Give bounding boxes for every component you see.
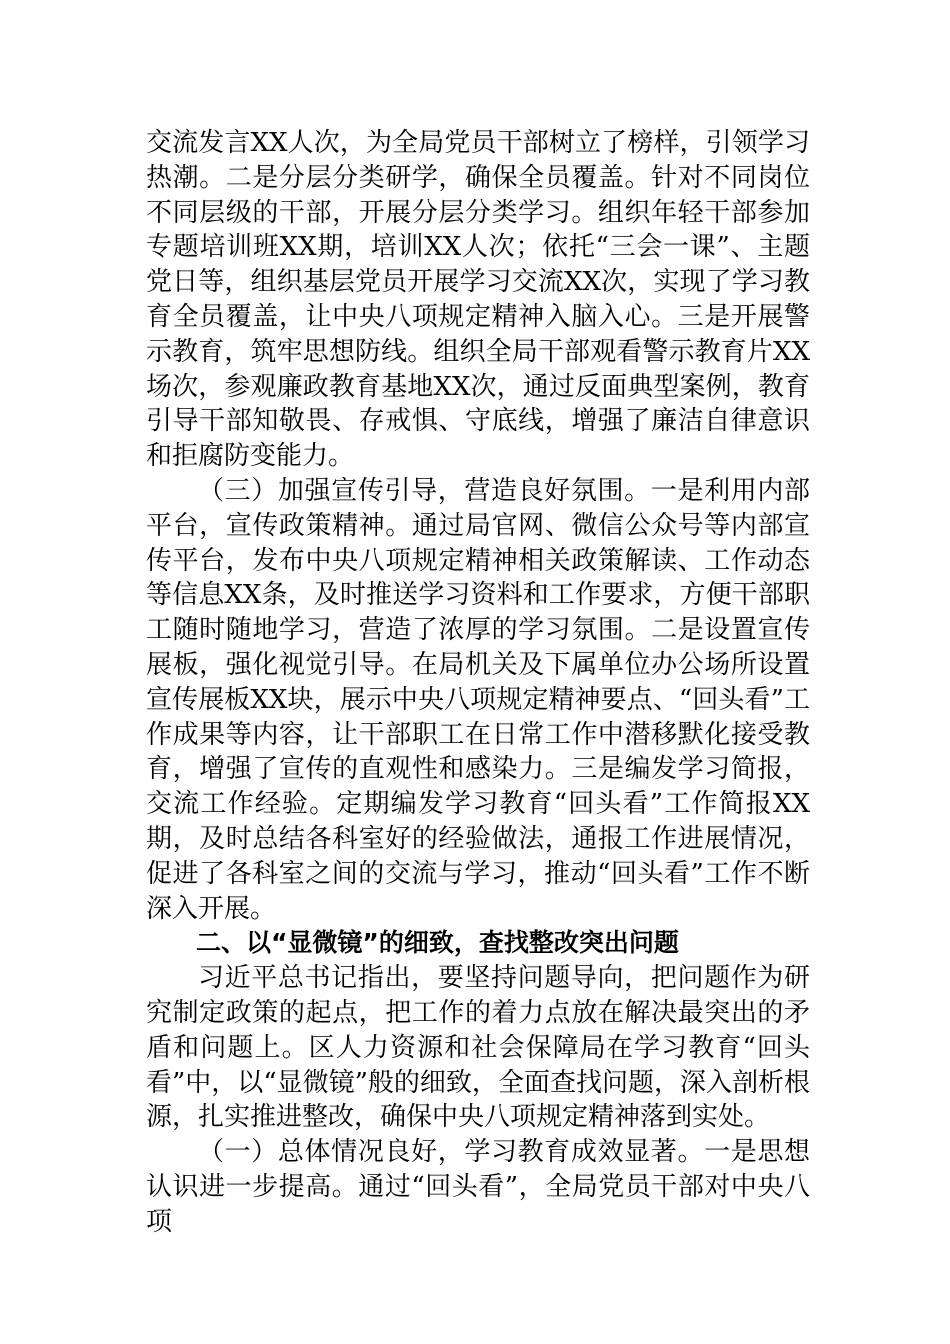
paragraph-problem-orientation: 习近平总书记指出，要坚持问题导向，把问题作为研究制定政策的起点，把工作的着力点放在解决最突出的矛盾和问题上。区人力资源和社会保障局在学习教育“回头看”中，以“显微镜”般的细致，全面查找问题，深入剖析根源，扎实推进整改，确保中央八项规定精神落到实处。 [146, 963, 810, 1133]
section-heading: 二、以“显微镜”的细致，查找整改突出问题 [196, 928, 679, 958]
document-body [146, 126, 810, 1240]
paragraph-continuation: 交流发言XX人次，为全局党员干部树立了榜样，引领学习热潮。二是分层分类研学，确保全员覆盖。针对不同岗位不同层级的干部，开展分层分类学习。组织年轻干部参加专题培训班XX期，培训XX人次；依托“三会一课”、主题党日等，组织基层党员开展学习交流XX次，实现了学习教育全员覆盖，让中央八项规定精神入脑入心。三是开展警示教育，筑牢思想防线。组织全局干部观看警示教育片XX场次，参观廉政教育基地XX次，通过反面典型案例，教育引导干部知敬畏、存戒惧、守底线，增强了廉洁自律意识和拒腐防变能力。 [146, 128, 810, 472]
paragraph-publicity: （三）加强宣传引导，营造良好氛围。一是利用内部平台，宣传政策精神。通过局官网、微信公众号等内部宣传平台，发布中央八项规定精神相关政策解读、工作动态等信息XX条，及时推送学习资料和工作要求，方便干部职工随时随地学习，营造了浓厚的学习氛围。二是设置宣传展板，强化视觉引导。在局机关及下属单位办公场所设置宣传展板XX块，展示中央八项规定精神要点、“回头看”工作成果等内容，让干部职工在日常工作中潜移默化接受教育，增强了宣传的直观性和感染力。三是编发学习简报，交流工作经验。定期编发学习教育“回头看”工作简报XX期，及时总结各科室好的经验做法，通报工作进展情况，促进了各科室之间的交流与学习，推动“回头看”工作不断深入开展。 [146, 475, 810, 924]
paragraph-overall-situation: （一）总体情况良好，学习教育成效显著。一是思想认识进一步提高。通过“回头看”，全局党员干部对中央八项 [146, 1137, 810, 1237]
